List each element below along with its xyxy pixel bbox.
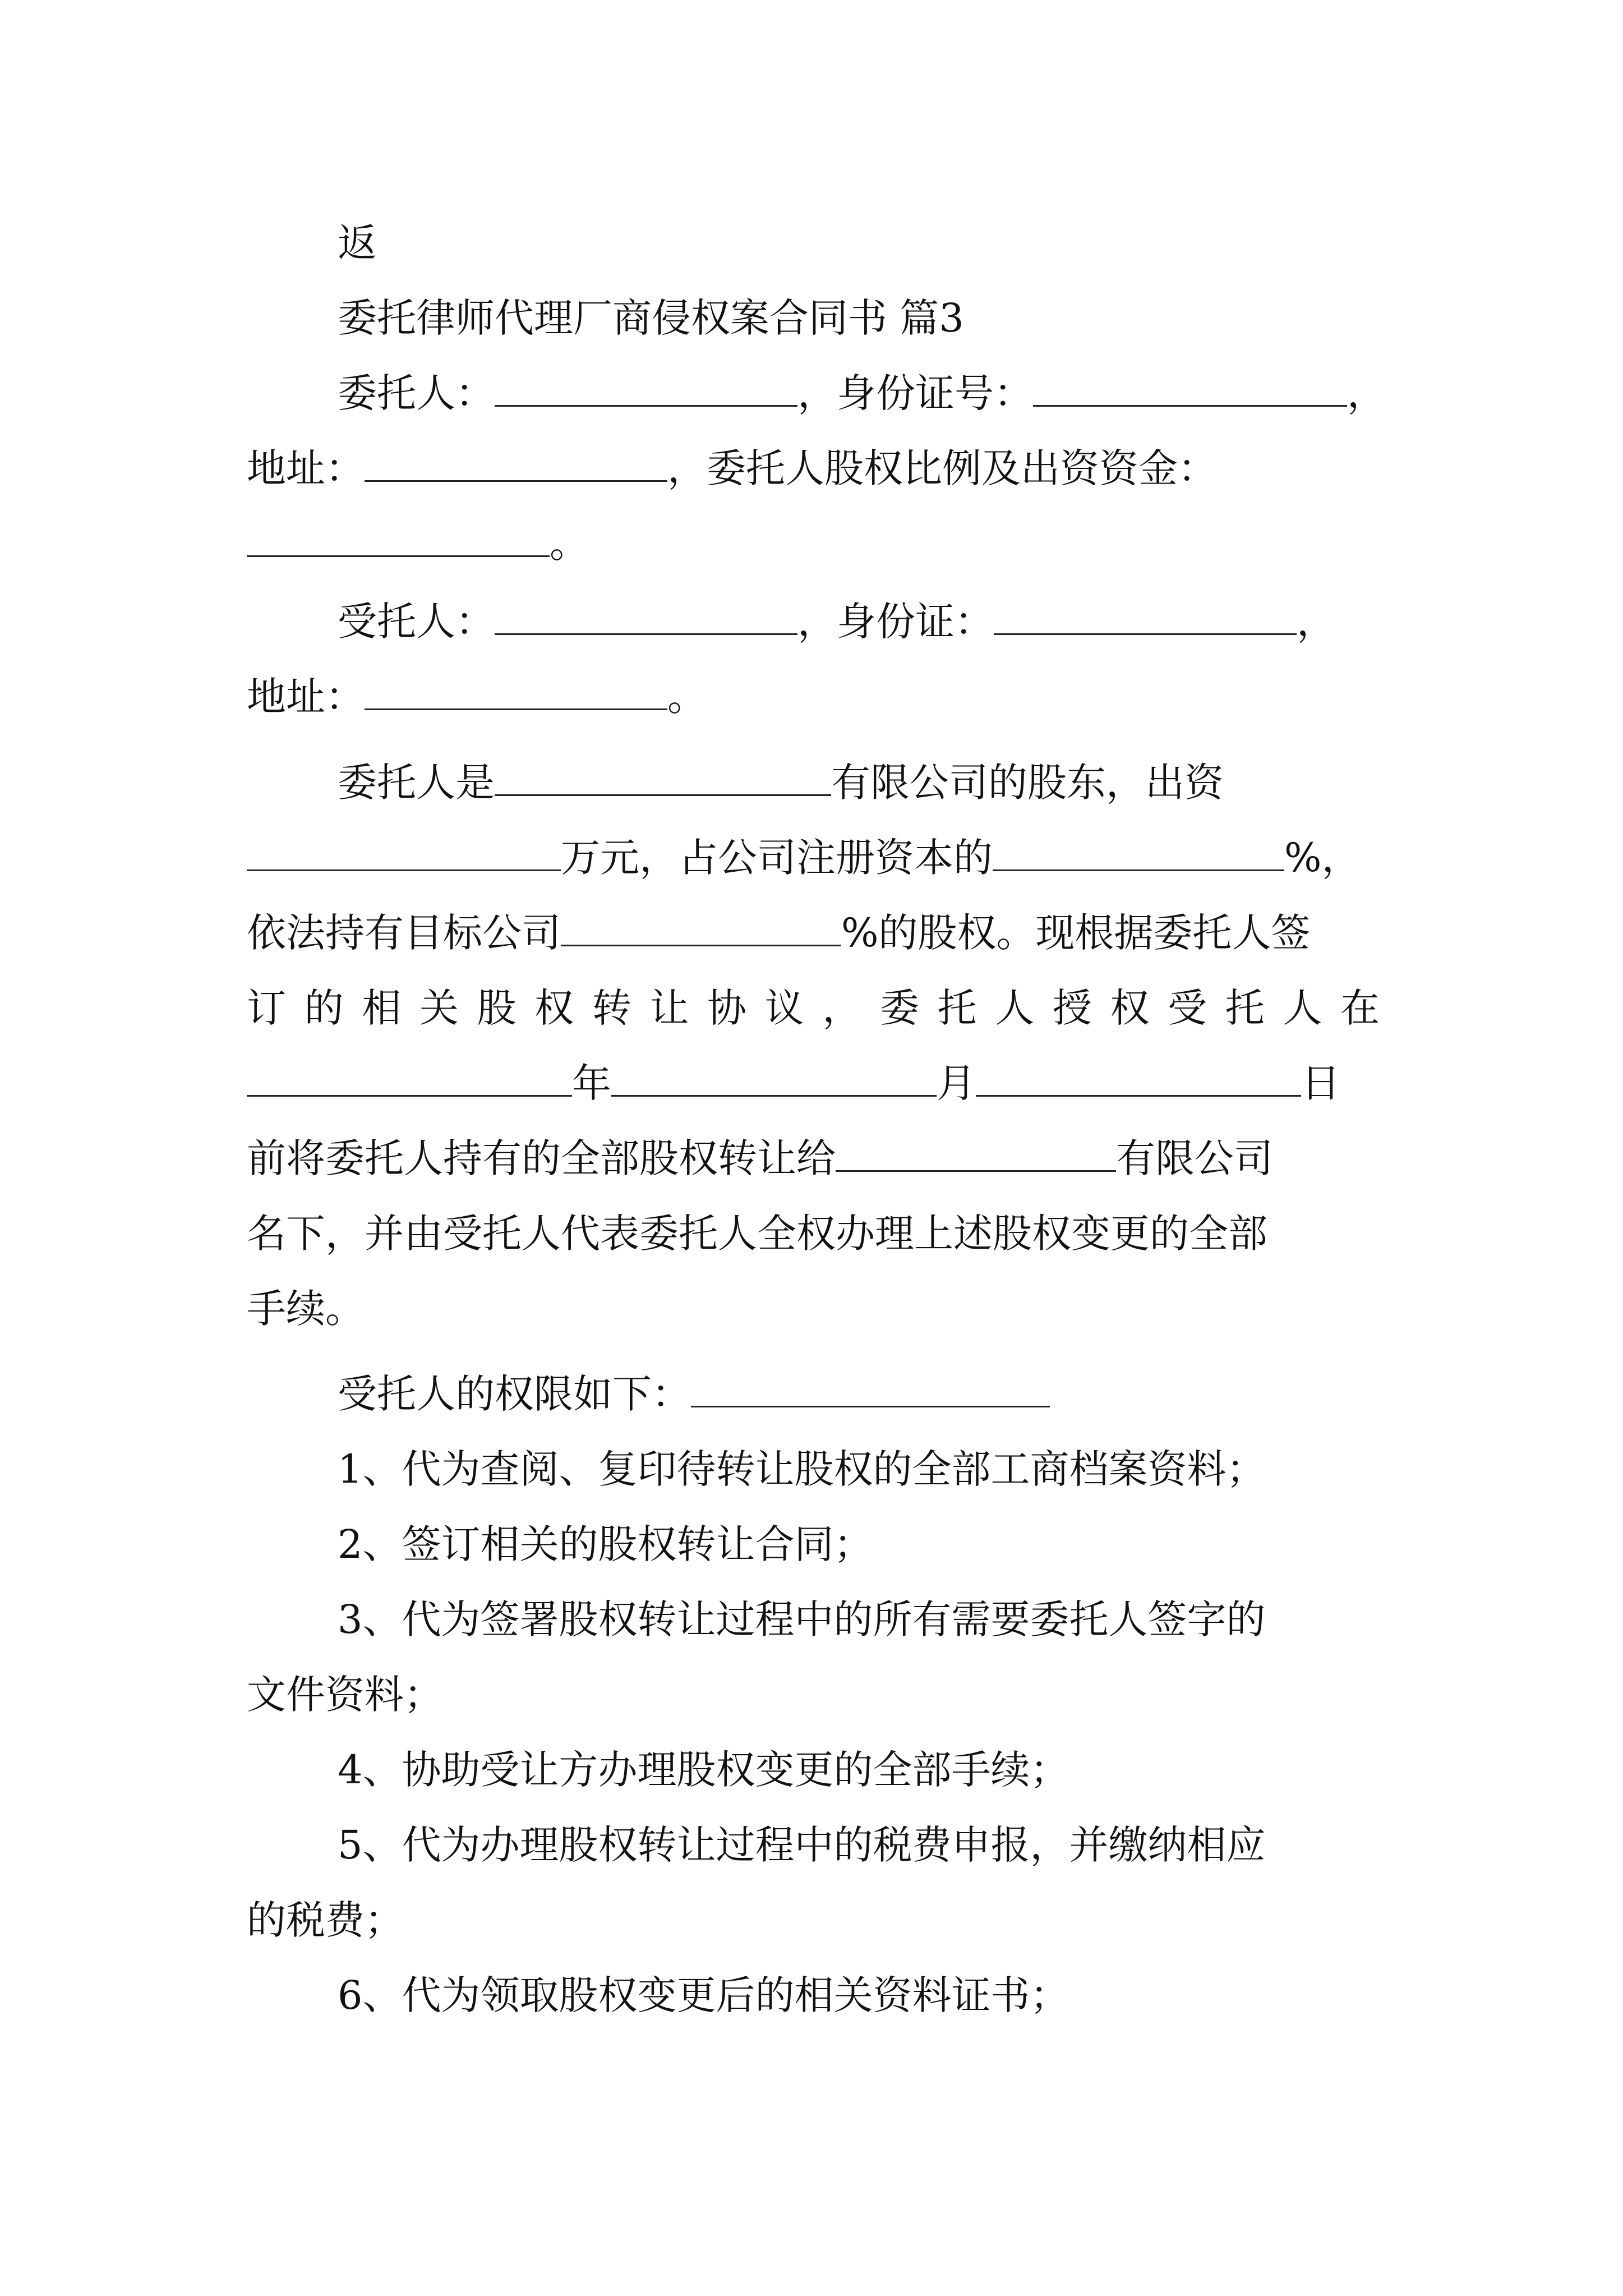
powers-label: 受托人的权限如下： xyxy=(338,1371,691,1417)
company-name-blank xyxy=(495,760,831,796)
agent-label: 受托人： xyxy=(338,599,495,645)
text: 有限公司的股东，出资 xyxy=(831,760,1224,806)
text: 前将委托人持有的全部股权转让给 xyxy=(247,1135,836,1181)
transferee-company-blank xyxy=(836,1135,1116,1172)
punct: ， xyxy=(1297,599,1336,645)
text: 万元，占公司注册资本的 xyxy=(561,835,993,881)
powers-line xyxy=(338,1369,1380,1419)
power-item-3-line-2: 文件资料； xyxy=(247,1672,443,1718)
agent-line-1 xyxy=(338,596,1380,647)
text: 依法持有目标公司 xyxy=(247,910,561,956)
capital-amount-blank xyxy=(247,835,561,871)
punct: 。 xyxy=(550,521,589,567)
agent-address-blank xyxy=(365,674,667,710)
para1-line-1 xyxy=(338,757,1380,808)
capital-percent-blank xyxy=(993,835,1284,871)
principal-label: 委托人： xyxy=(338,370,495,416)
power-item-4: 4、协助受让方办理股权变更的全部手续； xyxy=(338,1747,1069,1793)
fragment-text: 返 xyxy=(338,220,377,266)
text: 有限公司 xyxy=(1116,1135,1273,1181)
equity-label: ，委托人股权比例及出资资金： xyxy=(667,445,1217,491)
address-label: 地址： xyxy=(247,445,365,491)
month-blank xyxy=(611,1060,937,1097)
address-label: 地址： xyxy=(247,674,365,720)
principal-name-blank xyxy=(495,370,797,407)
agent-id-label: ，身份证： xyxy=(797,599,994,645)
principal-id-blank xyxy=(1033,370,1347,407)
power-item-2: 2、签订相关的股权转让合同； xyxy=(338,1521,873,1567)
principal-address-blank xyxy=(365,445,667,482)
powers-blank xyxy=(691,1371,1050,1407)
power-item-5-line-1: 5、代为办理股权转让过程中的税费申报，并缴纳相应 xyxy=(338,1822,1266,1868)
day-label: 日 xyxy=(1301,1060,1340,1106)
text: 委托人是 xyxy=(338,760,495,806)
principal-line-2 xyxy=(247,443,1380,494)
punct: 。 xyxy=(667,674,707,720)
agent-id-blank xyxy=(994,599,1297,635)
principal-line-1 xyxy=(338,368,1386,418)
principal-line-3 xyxy=(247,518,1380,569)
agent-line-2 xyxy=(247,671,1380,722)
para1-line-4: 订的相关股权转让协议，委托人授权受托人在 xyxy=(247,985,1380,1031)
year-blank xyxy=(247,1060,572,1097)
text: %， xyxy=(1284,835,1361,881)
para1-line-6 xyxy=(247,1133,1380,1184)
para1-line-3 xyxy=(247,908,1380,958)
para1-line-2 xyxy=(247,832,1380,883)
target-percent-blank xyxy=(561,910,841,946)
section-heading: 委托律师代理厂商侵权案合同书 篇3 xyxy=(338,295,964,341)
power-item-3-line-1: 3、代为签署股权转让过程中的所有需要委托人签字的 xyxy=(338,1596,1266,1642)
month-label: 月 xyxy=(937,1060,976,1106)
agent-name-blank xyxy=(495,599,797,635)
year-label: 年 xyxy=(572,1060,611,1106)
text: %的股权。现根据委托人签 xyxy=(841,910,1311,956)
power-item-5-line-2: 的税费； xyxy=(247,1897,404,1943)
punct: ， xyxy=(1347,370,1386,416)
equity-amount-blank xyxy=(247,521,550,557)
day-blank xyxy=(976,1060,1301,1097)
power-item-6: 6、代为领取股权变更后的相关资料证书； xyxy=(338,1972,1069,2018)
para1-line-5 xyxy=(247,1058,1380,1108)
para1-line-8: 手续。 xyxy=(247,1286,365,1332)
power-item-1: 1、代为查阅、复印待转让股权的全部工商档案资料； xyxy=(338,1446,1266,1492)
para1-line-7: 名下，并由受托人代表委托人全权办理上述股权变更的全部 xyxy=(247,1211,1267,1257)
principal-id-label: ，身份证号： xyxy=(797,370,1033,416)
